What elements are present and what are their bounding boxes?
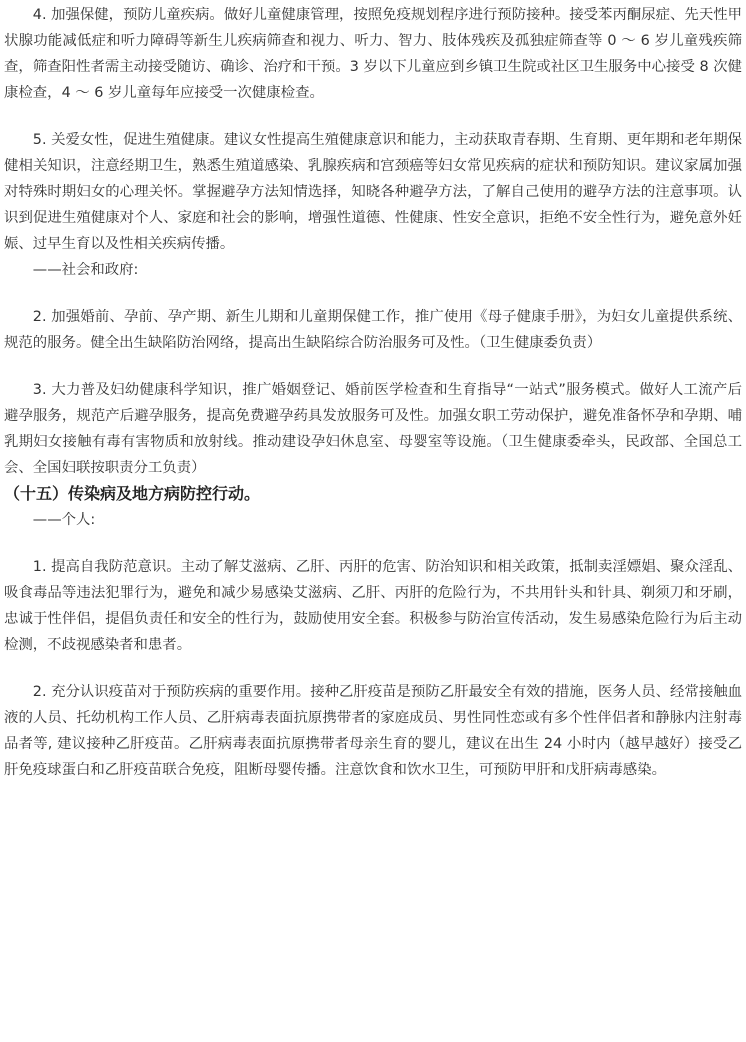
paragraph-vaccination: 2. 充分认识疫苗对于预防疾病的重要作用。接种乙肝疫苗是预防乙肝最安全有效的措施，医务人员、经常接触血液的人员、托幼机构工作人员、乙肝病毒表面抗原携带者的家庭成员、男性同性恋或有多个性伴侣者和静脉内注射毒品者等, 建议接种乙肝疫苗。乙肝病毒表面抗原携带者母亲生育的婴儿，建议在出生 24 小时内（越早越好）接受乙肝免疫球蛋白和乙肝疫苗联合免疫，阻断母婴传播。注意饮食和饮水卫生，可预防甲肝和戊肝病毒感染。 (4, 684, 742, 778)
paragraph-child-health: 4. 加强保健，预防儿童疾病。做好儿童健康管理，按照免疫规划程序进行预防接种。接受苯丙酮尿症、先天性甲状腺功能减低症和听力障碍等新生儿疾病筛查和视力、听力、智力、肢体残疾及孤独症筛查等 0 ～ 6 岁儿童残疾筛查，筛查阳性者需主动接受随访、确诊、治疗和干预。3 岁以下儿童应到乡镇卫生院或社区卫生服务中心接受 8 次健康检查，4 ～ 6 岁儿童每年应接受一次健康检查。 (4, 7, 742, 101)
paragraph-reproductive-health: 5. 关爱女性，促进生殖健康。建议女性提高生殖健康意识和能力，主动获取青春期、生育期、更年期和老年期保健相关知识，注意经期卫生，熟悉生殖道感染、乳腺疾病和宫颈癌等妇女常见疾病的症状和预防知识。建议家属加强对特殊时期妇女的心理关怀。掌握避孕方法知情选择，知晓各种避孕方法，了解自己使用的避孕方法的注意事项。认识到促进生殖健康对个人、家庭和社会的影响，增强性道德、性健康、性安全意识，拒绝不安全性行为，避免意外妊娠、过早生育以及性相关疾病传播。 (4, 132, 742, 252)
paragraph-health-knowledge: 3. 大力普及妇幼健康科学知识，推广婚姻登记、婚前医学检查和生育指导“一站式”服务模式。做好人工流产后避孕服务，规范产后避孕服务，提高免费避孕药具发放服务可及性。加强女职工劳动保护，避免准备怀孕和孕期、哺乳期妇女接触有毒有害物质和放射线。推动建设孕妇休息室、母婴室等设施。（卫生健康委牵头，民政部、全国总工会、全国妇联按职责分工负责） (4, 382, 742, 476)
paragraph-self-protection: 1. 提高自我防范意识。主动了解艾滋病、乙肝、丙肝的危害、防治知识和相关政策，抵制卖淫嫖娼、聚众淫乱、吸食毒品等违法犯罪行为，避免和减少易感染艾滋病、乙肝、丙肝的危险行为，不共用针头和针具、剃须刀和牙刷，忠诚于性伴侣，提倡负责任和安全的性行为，鼓励使用安全套。积极参与防治宣传活动，发生易感染危险行为后主动检测，不歧视感染者和患者。 (4, 559, 742, 653)
subheading-individual: ——个人: (32, 512, 96, 528)
paragraph-maternal-child-care: 2. 加强婚前、孕前、孕产期、新生儿期和儿童期保健工作，推广使用《母子健康手册》，为妇女儿童提供系统、规范的服务。健全出生缺陷防治网络，提高出生缺陷综合防治服务可及性。（卫生健康委负责） (4, 309, 742, 351)
subheading-society-government: ——社会和政府: (32, 262, 139, 278)
section-heading-infectious-disease: （十五）传染病及地方病防控行动。 (4, 484, 261, 503)
